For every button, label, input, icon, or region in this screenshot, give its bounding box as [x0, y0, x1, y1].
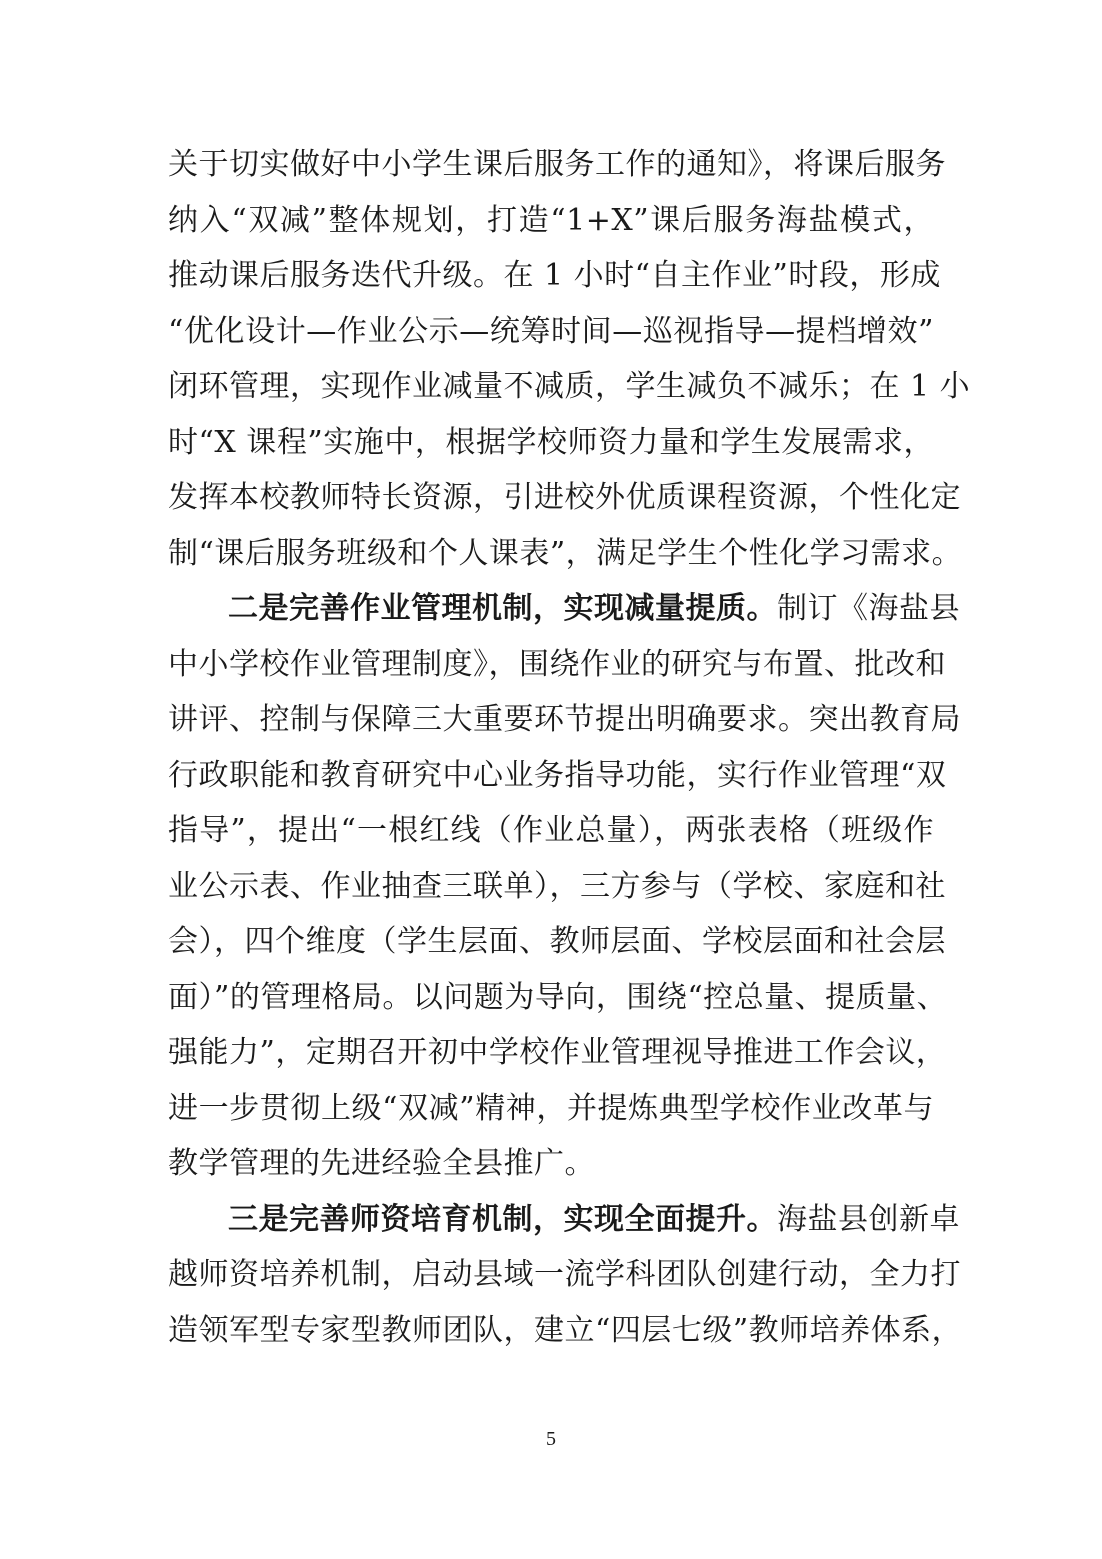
- text-line: 教学管理的先进经验全县推广。: [168, 1146, 595, 1181]
- body-text: [168, 137, 971, 1358]
- text-line: 越师资培养机制，启动县域一流学科团队创建行动，全力打: [168, 1257, 961, 1292]
- text-line: 推动课后服务迭代升级。在 1 小时“自主作业”时段，形成: [168, 258, 941, 293]
- text-line: 发挥本校教师特长资源，引进校外优质课程资源，个性化定: [168, 480, 961, 515]
- text-line: 指导”，提出“一根红线（作业总量），两张表格（班级作: [168, 813, 934, 848]
- paragraph-teacher-training: [168, 1192, 963, 1359]
- paragraph-first-line-rest: 海盐县创新卓: [777, 1201, 960, 1237]
- text-line: 纳入“双减”整体规划，打造“1+X”课后服务海盐模式，: [168, 202, 934, 238]
- text-line: 业公示表、作业抽查三联单），三方参与（学校、家庭和社: [168, 868, 946, 904]
- text-line: 闭环管理，实现作业减量不减质，学生减负不减乐；在 1 小: [168, 369, 971, 404]
- paragraph-first-line-rest: 制订《海盐县: [777, 591, 960, 626]
- text-line: 强能力”，定期召开初中学校作业管理视导推进工作会议，: [168, 1035, 947, 1070]
- text-line: 中小学校作业管理制度》，围绕作业的研究与布置、批改和: [168, 646, 946, 682]
- text-line: 会），四个维度（学生层面、教师层面、学校层面和社会层: [168, 924, 946, 959]
- text-line: 面）”的管理格局。以问题为导向，围绕“控总量、提质量、: [168, 979, 948, 1015]
- paragraph-first-line: [168, 581, 960, 637]
- paragraph-first-line: [168, 1192, 960, 1248]
- page-number: 5: [546, 1428, 556, 1450]
- paragraph-after-school-service: [168, 137, 971, 581]
- text-line: “优化设计—作业公示—统筹时间—巡视指导—提档增效”: [168, 313, 934, 349]
- text-line: 讲评、控制与保障三大重要环节提出明确要求。突出教育局: [168, 702, 961, 737]
- text-line: 时“X 课程”实施中，根据学校师资力量和学生发展需求，: [168, 424, 934, 460]
- paragraph-lead-heading: 三是完善师资培育机制，实现全面提升。: [228, 1201, 777, 1237]
- paragraph-lead-heading: 二是完善作业管理机制，实现减量提质。: [228, 591, 777, 626]
- text-line: 行政职能和教育研究中心业务指导功能，实行作业管理“双: [168, 757, 947, 793]
- text-line: 关于切实做好中小学生课后服务工作的通知》，将课后服务: [168, 147, 946, 182]
- text-line: 制“课后服务班级和个人课表”，满足学生个性化学习需求。: [168, 535, 963, 571]
- paragraph-homework-management: [168, 581, 961, 1192]
- text-line: 造领军型专家型教师团队，建立“四层七级”教师培养体系，: [168, 1312, 963, 1348]
- text-line: 进一步贯彻上级“双减”精神，并提炼典型学校作业改革与: [168, 1090, 934, 1126]
